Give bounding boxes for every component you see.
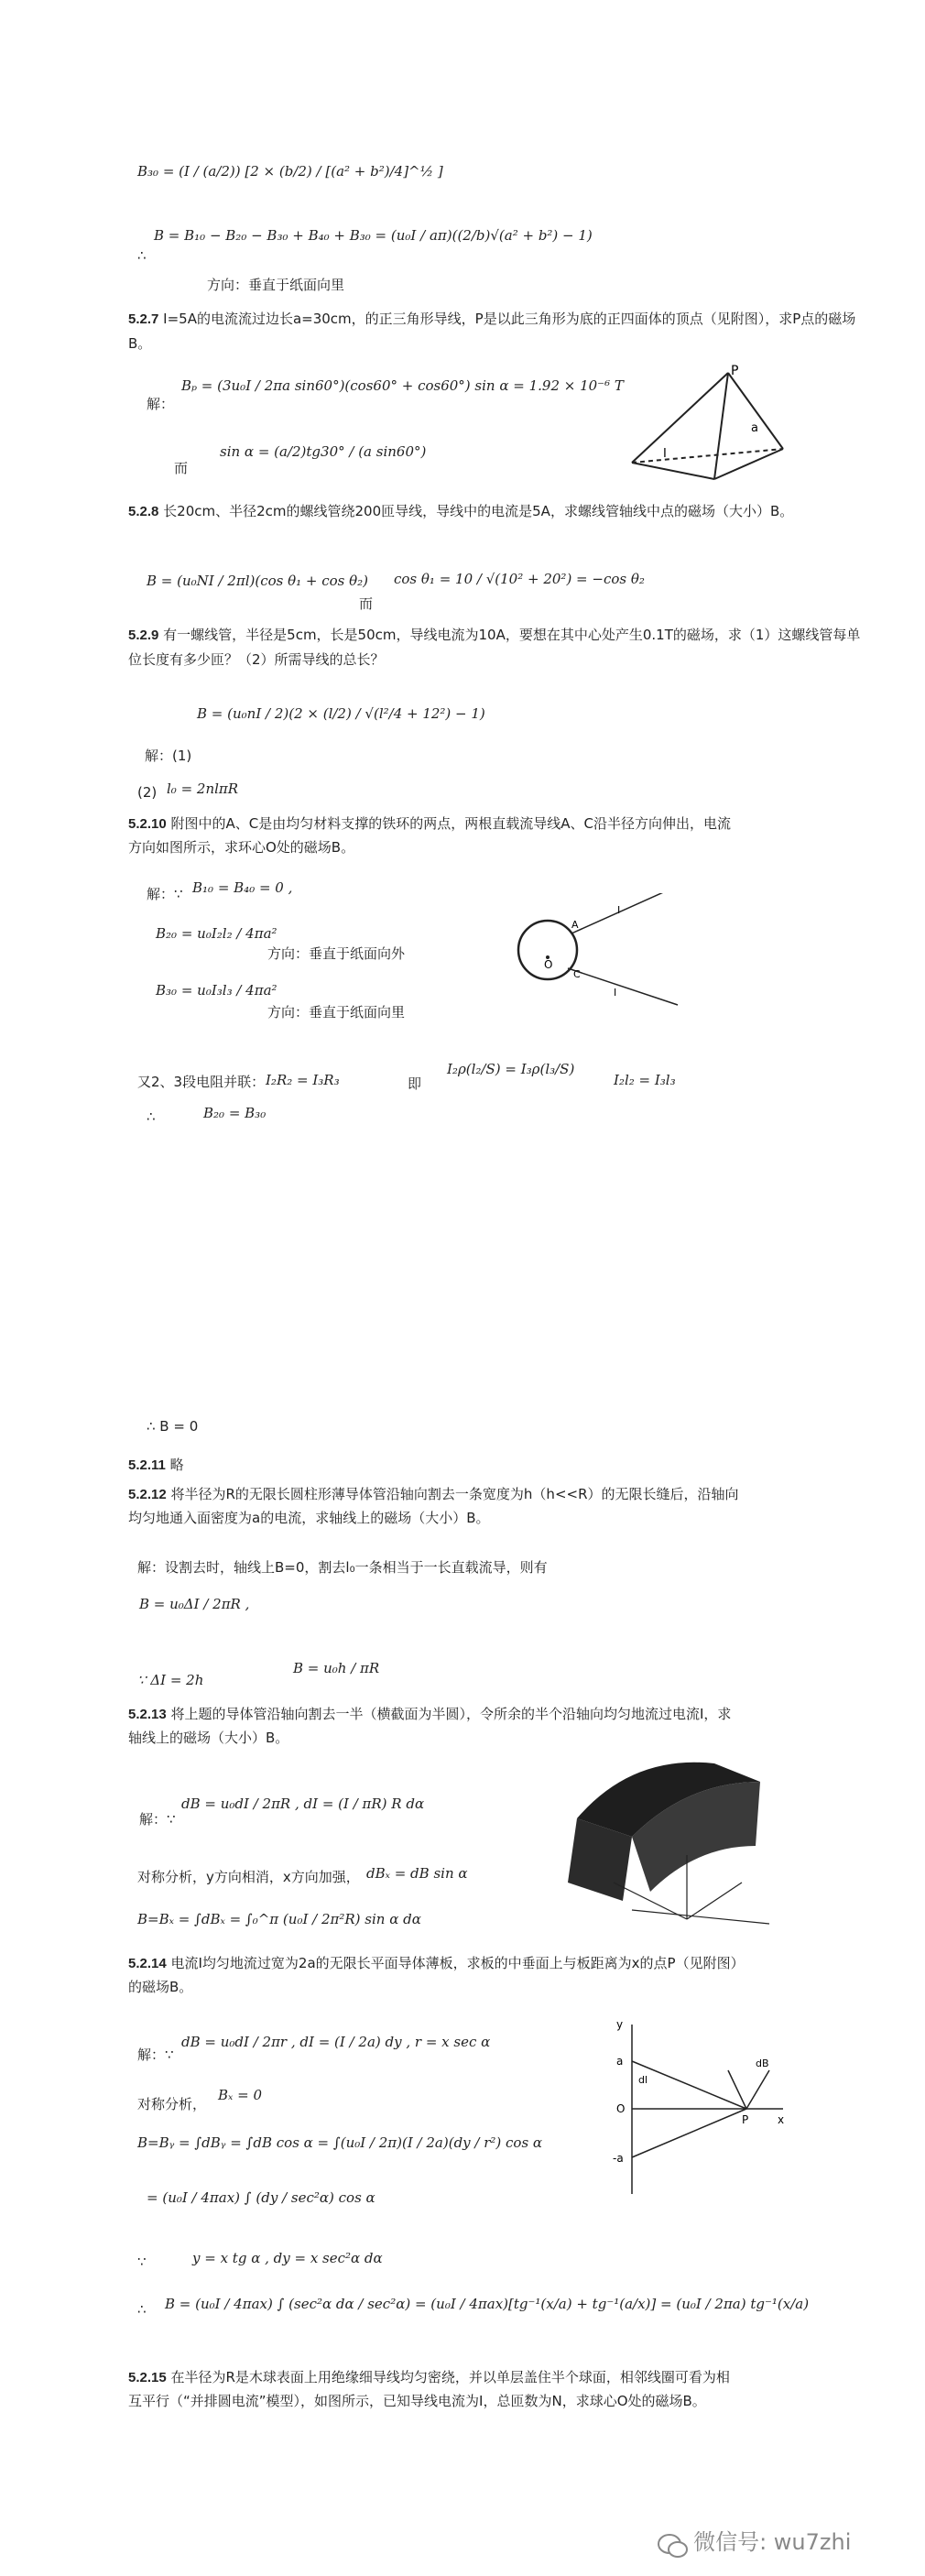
- label-i: I: [663, 447, 667, 461]
- label-p: P: [742, 2113, 749, 2126]
- eq-il: I₂l₂ = I₃l₃: [614, 1072, 676, 1088]
- problem-5-2-15: [128, 2365, 730, 2390]
- label-o: O: [544, 958, 553, 971]
- eq-dbx: dBₓ = dB sin α: [366, 1865, 468, 1882]
- solve-label: 解：∵: [137, 2047, 174, 2063]
- problem-5-2-13: [128, 1702, 731, 1727]
- eq-delta-i: ∵ ΔI = 2h: [137, 1672, 204, 1688]
- eq-db-di: dB = u₀dI / 2πR , dI = (I / πR) R dα: [181, 1796, 425, 1812]
- label-c: C: [573, 968, 581, 980]
- solve-label-2: (2): [137, 784, 158, 801]
- problem-text: 将半径为R的无限长圆柱形薄导体管沿轴向割去一条宽度为h（h<<R）的无限长缝后，沿轴向: [170, 1486, 739, 1502]
- direction-text: 方向：垂直于纸面向里: [207, 277, 345, 293]
- solve-text: 解：设割去时，轴线上B=0，割去l₀一条相当于一长直载流导，则有: [137, 1559, 548, 1576]
- symmetry-label: 对称分析，: [137, 2096, 207, 2112]
- problem-5-2-10: [128, 812, 731, 836]
- eq-b-final: B = (u₀I / 4πax) ∫ (sec²α dα / sec²α) = (u₀I / 4πax)[tg⁻¹(x/a) + tg⁻¹(a/x)] = (u₀I / 2πa) tg⁻¹(x/a): [165, 2296, 810, 2312]
- wechat-icon: [658, 2532, 689, 2560]
- problem-number: 5.2.12: [128, 1487, 167, 1502]
- eq-by-cont: = (u₀I / 4πax) ∫ (dy / sec²α) cos α: [147, 2189, 375, 2206]
- eq-b-h: B = u₀h / πR: [293, 1660, 380, 1676]
- label-i-lower: I: [614, 987, 617, 999]
- eq-b-delta-i: B = u₀ΔI / 2πR ,: [139, 1596, 250, 1612]
- final-result: ∴ B = 0: [147, 1418, 199, 1435]
- problem-text-cont: 轴线上的磁场（大小）B。: [128, 1730, 289, 1746]
- eq-b20-b30: B₂₀ = B₃₀: [203, 1105, 267, 1121]
- therefore-symbol: ∴: [147, 1108, 156, 1125]
- problem-text-cont: 均匀地通入面密度为a的电流，求轴线上的磁场（大小）B。: [128, 1510, 490, 1526]
- half-cylinder-figure: [559, 1745, 778, 1928]
- problem-text: 在半径为R是木球表面上用绝缘细导线均匀密绕，并以单层盖住半个球面，相邻线圈可看为相: [170, 2369, 730, 2385]
- eq-solenoid-b: B = (u₀NI / 2πl)(cos θ₁ + cos θ₂): [147, 573, 369, 589]
- eq-b-sum: B = B₁₀ − B₂₀ − B₃₀ + B₄₀ + B₃₀ = (u₀I / aπ)((2/b)√(a² + b²) − 1): [154, 227, 593, 244]
- problem-number: 5.2.11: [128, 1457, 166, 1473]
- eq-y-x: y = x tg α , dy = x sec²α dα: [192, 2250, 383, 2266]
- problem-text: I=5A的电流流过边长a=30cm，的正三角形导线，P是以此三角形为底的正四面体的顶点（见附图），求P点的磁场B。: [128, 311, 856, 352]
- problem-number: 5.2.9: [128, 628, 159, 643]
- problem-number: 5.2.14: [128, 1956, 167, 1971]
- because-symbol: ∵: [137, 2254, 147, 2270]
- and-label: 而: [359, 595, 374, 612]
- eq-by: B=Bᵧ = ∫dBᵧ = ∫dB cos α = ∫(u₀I / 2π)(I / 2a)(dy / r²) cos α: [137, 2134, 543, 2151]
- problem-5-2-12: [128, 1482, 739, 1507]
- eq-b20: B₂₀ = u₀I₂l₂ / 4πa²: [156, 925, 278, 942]
- symmetry-text: 对称分析，y方向相消，x方向加强，: [137, 1869, 360, 1885]
- label-o: O: [616, 2102, 626, 2115]
- plate-figure: [609, 2015, 792, 2199]
- problem-5-2-8: [128, 499, 861, 524]
- solve-label: 解：: [147, 396, 175, 412]
- solve-label: 解：∵: [147, 886, 183, 902]
- problem-number: 5.2.8: [128, 504, 159, 519]
- eq-bp: Bₚ = (3u₀I / 2πa sin60°)(cos60° + cos60°) sin α = 1.92 × 10⁻⁶ T: [181, 377, 624, 394]
- problem-text-cont: 互平行（“并排圆电流”模型），如图所示，已知导线电流为I，总匝数为N，求球心O处的磁场B。: [128, 2393, 706, 2409]
- label-dl: dl: [638, 2074, 648, 2086]
- problem-5-2-11: [128, 1453, 184, 1478]
- label-i-upper: I: [617, 904, 621, 916]
- therefore-symbol: ∴: [137, 247, 147, 264]
- wechat-watermark: [658, 2524, 851, 2560]
- problem-text: 略: [169, 1457, 184, 1473]
- eq-bx-zero: Bₓ = 0: [218, 2087, 262, 2103]
- that-is-label: 即: [408, 1075, 422, 1092]
- label-p: P: [731, 364, 739, 378]
- eq-b10-b40: B₁₀ = B₄₀ = 0 ,: [192, 879, 293, 896]
- eq-ir: I₂R₂ = I₃R₃: [266, 1072, 340, 1088]
- problem-text: 长20cm、半径2cm的螺线管绕200匝导线，导线中的电流是5A，求螺线管轴线中点的磁场（大小）B。: [163, 503, 794, 519]
- label-neg-a: -a: [613, 2152, 624, 2165]
- problem-5-2-7: [128, 307, 861, 355]
- eq-b-half-tube: B=Bₓ = ∫dBₓ = ∫₀^π (u₀I / 2π²R) sin α dα: [137, 1911, 421, 1927]
- label-a: A: [571, 919, 579, 931]
- direction-out: 方向：垂直于纸面向外: [267, 945, 406, 962]
- solve-label: 解：∵: [139, 1811, 176, 1828]
- and-label: 而: [174, 460, 189, 476]
- eq-wire-length: l₀ = 2nlπR: [167, 780, 239, 797]
- problem-number: 5.2.13: [128, 1707, 167, 1722]
- problem-text-cont: 的磁场B。: [128, 1979, 193, 1995]
- eq-b30: B₃₀ = u₀I₃l₃ / 4πa²: [156, 982, 278, 999]
- problem-number: 5.2.7: [128, 311, 159, 327]
- tetrahedron-figure: [623, 362, 797, 490]
- problem-text: 附图中的A、C是由均匀材料支撑的铁环的两点，两根直载流导线A、C沿半径方向伸出，电流: [170, 815, 731, 832]
- direction-in: 方向：垂直于纸面向里: [267, 1004, 406, 1021]
- parallel-text: 又2、3段电阻并联：: [137, 1074, 266, 1090]
- problem-text: 有一螺线管，半径是5cm，长是50cm，导线电流为10A，要想在其中心处产生0.1T的磁场，求（1）这螺线管每单位长度有多少匝？（2）所需导线的总长？: [128, 627, 861, 668]
- eq-db-dl: dB = u₀dI / 2πr , dI = (I / 2a) dy , r = x sec α: [181, 2034, 491, 2050]
- problem-text-cont: 方向如图所示，求环心O处的磁场B。: [128, 839, 355, 856]
- problem-text: 将上题的导体管沿轴向割去一半（横截面为半圆），令所余的半个沿轴向均匀地流过电流I，求: [170, 1706, 732, 1722]
- watermark-text: 微信号: wu7zhi: [693, 2529, 852, 2555]
- eq-b30-top: B₃₀ = (I / (a/2)) [2 × (b/2) / [(a² + b²)/4]^½ ]: [137, 163, 443, 180]
- label-db: dB: [756, 2058, 769, 2069]
- eq-sin-alpha: sin α = (a/2)tg30° / (a sin60°): [220, 443, 427, 460]
- eq-solenoid-n: B = (u₀nI / 2)(2 × (l/2) / √(l²/4 + 12²) − 1): [197, 705, 485, 722]
- problem-5-2-14: [128, 1951, 745, 1976]
- label-x: x: [778, 2113, 785, 2126]
- eq-cos-theta: cos θ₁ = 10 / √(10² + 20²) = −cos θ₂: [394, 571, 645, 587]
- therefore-symbol: ∴: [137, 2301, 147, 2318]
- label-a: a: [751, 421, 758, 435]
- problem-number: 5.2.15: [128, 2370, 167, 2385]
- eq-irho: I₂ρ(l₂/S) = I₃ρ(l₃/S): [447, 1061, 575, 1077]
- solve-label-1: 解：(1): [145, 748, 192, 764]
- problem-number: 5.2.10: [128, 816, 167, 832]
- problem-5-2-9: [128, 623, 861, 671]
- ring-figure: [495, 893, 696, 1008]
- label-a: a: [616, 2055, 624, 2068]
- problem-text: 电流I均匀地流过宽为2a的无限长平面导体薄板，求板的中垂面上与板距离为x的点P（见附图）: [170, 1955, 745, 1971]
- label-y: y: [616, 2018, 624, 2031]
